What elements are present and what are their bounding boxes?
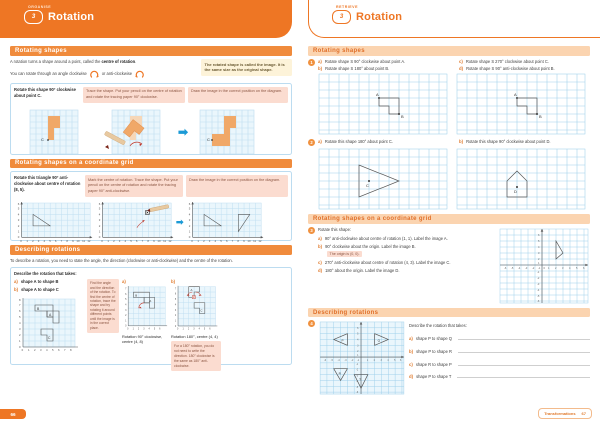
svg-text:8: 8 (66, 238, 68, 243)
svg-text:6: 6 (583, 266, 585, 270)
section-describing-rotations-right (308, 308, 590, 318)
q4d-label: d) (409, 374, 414, 380)
right-page (300, 0, 600, 425)
item-a-text: shape A to shape B (20, 278, 59, 284)
footer-chapter-pill (538, 408, 592, 419)
svg-text:7: 7 (19, 302, 21, 307)
svg-text:1: 1 (548, 266, 550, 270)
svg-text:1: 1 (357, 355, 359, 358)
svg-text:11: 11 (163, 238, 167, 243)
page-title-right: Rotation (356, 11, 403, 23)
svg-text:8: 8 (70, 347, 72, 352)
intro-line-3: or anti-clockwise (101, 71, 133, 77)
answer-b-label: b) (171, 278, 176, 284)
q4a-label: a) (409, 336, 413, 342)
svg-text:0: 0 (20, 238, 22, 243)
svg-text:4: 4 (148, 328, 150, 331)
svg-text:1: 1 (366, 360, 369, 363)
section-describing-rotations (10, 245, 292, 255)
svg-text:5: 5 (125, 298, 127, 301)
svg-text:2: 2 (538, 257, 540, 261)
svg-text:5: 5 (174, 298, 177, 301)
q3-coordinate-grid (498, 227, 590, 305)
svg-text:0: 0 (127, 328, 129, 331)
svg-text:B: B (135, 293, 138, 298)
q3a-text: 90° anti-clockwise about centre of rotation (1, 1). Label the image A. (324, 235, 448, 241)
svg-text:B: B (37, 306, 40, 311)
svg-text:4: 4 (214, 238, 216, 243)
q2a-label: a) (318, 139, 322, 145)
section-coordinate-grid (10, 159, 292, 169)
svg-text:2: 2 (174, 314, 177, 317)
svg-text:4: 4 (198, 328, 200, 331)
svg-text:5: 5 (538, 239, 540, 243)
q1d-label: d) (459, 65, 464, 71)
svg-text:12: 12 (87, 238, 91, 243)
q4d-text: shape P to shape T (416, 374, 452, 380)
q4-coordinate-grid (318, 320, 406, 396)
svg-text:-1: -1 (538, 266, 541, 270)
svg-text:10: 10 (76, 238, 80, 243)
svg-text:9: 9 (242, 238, 245, 243)
svg-text:-2: -2 (532, 266, 535, 270)
step-3-caption: Draw the image in the correct position on the diagram. (188, 87, 288, 103)
svg-text:B: B (539, 114, 542, 120)
svg-text:2: 2 (137, 328, 140, 331)
svg-text:3: 3 (380, 360, 382, 363)
svg-text:5: 5 (394, 360, 396, 363)
svg-text:0: 0 (17, 234, 20, 239)
svg-text:1: 1 (17, 229, 20, 234)
svg-text:5: 5 (98, 206, 101, 211)
q1-grid-left (318, 73, 448, 135)
svg-text:8: 8 (236, 238, 239, 243)
describing-intro: To describe a rotation, you need to state the angle, the direction (clockwise or anti-clockwise) and the centre of the rotation. (10, 257, 233, 263)
q4-prompt: Describe the rotation that takes: (409, 323, 467, 329)
svg-text:3: 3 (19, 326, 21, 331)
svg-text:1: 1 (538, 261, 540, 265)
svg-text:2: 2 (98, 223, 101, 228)
callout-image-definition (201, 59, 292, 77)
svg-text:0: 0 (176, 328, 179, 331)
svg-text:4: 4 (125, 304, 127, 307)
svg-text:-1: -1 (537, 270, 540, 274)
svg-text:3: 3 (125, 309, 127, 312)
svg-text:-2: -2 (537, 276, 540, 280)
q4d-answer-line[interactable] (457, 371, 590, 378)
page-title: Rotation (48, 11, 95, 23)
callout-text: The rotated shape is called the image. It is the same size as the original shape. (204, 61, 285, 73)
steps-panel-3 (10, 267, 292, 368)
step-2-caption: Trace the shape. Put your pencil on the centre of rotation and rotate the tracing paper 90° clockwise. (83, 87, 185, 103)
q4a-answer-line[interactable] (458, 333, 590, 340)
svg-text:1: 1 (196, 238, 199, 243)
svg-text:9: 9 (153, 238, 155, 243)
answer-a-diagram (122, 284, 168, 334)
svg-text:-2: -2 (351, 360, 354, 363)
q1a-label: a) (318, 58, 322, 64)
svg-text:5: 5 (203, 328, 206, 331)
svg-text:1: 1 (188, 229, 190, 234)
q3d-text: 180° about the origin. Label the image D. (325, 268, 400, 274)
step-2-diagram (96, 106, 176, 158)
svg-text:6: 6 (19, 308, 21, 313)
svg-text:2: 2 (17, 223, 20, 228)
q4b-text: shape P to shape R (416, 348, 452, 354)
section-heading-right-4: Describing rotations (313, 309, 379, 316)
section-heading-right-3: Rotating shapes on a coordinate grid (313, 216, 432, 223)
svg-text:1: 1 (125, 320, 127, 323)
step-3-diagram (190, 106, 270, 158)
intro-line-1 (10, 59, 197, 65)
svg-text:7: 7 (64, 347, 66, 352)
q2-grid-right (456, 148, 586, 210)
svg-text:-5: -5 (511, 266, 514, 270)
svg-text:6: 6 (17, 201, 20, 206)
question-number-2: 2 (308, 139, 315, 146)
svg-text:5: 5 (153, 328, 156, 331)
svg-text:1: 1 (19, 338, 21, 343)
left-page-header (10, 0, 292, 46)
svg-text:A: A (190, 287, 193, 292)
svg-text:6: 6 (159, 328, 161, 331)
coordinate-diagram-1 (14, 199, 94, 247)
svg-text:-3: -3 (525, 266, 528, 270)
svg-text:-2: -2 (356, 370, 359, 373)
unit-badge-right: 3 (332, 10, 351, 24)
svg-text:Q: Q (377, 338, 381, 343)
q1c-label: c) (459, 58, 463, 64)
svg-text:7: 7 (231, 238, 233, 243)
svg-text:8: 8 (19, 297, 21, 302)
coordinate-diagram-2 (95, 199, 175, 247)
q1-grid-right (456, 73, 586, 135)
origin-hint: The origin is (0, 0). (327, 251, 362, 257)
svg-text:11: 11 (252, 238, 256, 243)
q3a-label: a) (318, 235, 322, 241)
svg-text:-5: -5 (356, 387, 359, 390)
q3b-text: 90° clockwise about the origin. Label the image B. (325, 244, 416, 250)
svg-text:6: 6 (225, 238, 228, 243)
svg-text:3: 3 (17, 217, 20, 222)
q4b-answer-line[interactable] (458, 346, 590, 353)
svg-text:-1: -1 (357, 360, 360, 363)
q3d-label: d) (318, 268, 323, 274)
svg-text:8: 8 (147, 238, 149, 243)
svg-text:1: 1 (174, 320, 177, 323)
svg-text:P: P (341, 338, 344, 343)
svg-text:C: C (200, 308, 203, 313)
svg-text:4: 4 (43, 238, 46, 243)
svg-text:1: 1 (182, 328, 184, 331)
svg-text:3: 3 (143, 328, 145, 331)
svg-text:3: 3 (562, 266, 564, 270)
q1b-text: Rotate shape S 180° about point B. (325, 65, 390, 71)
svg-text:2: 2 (555, 266, 557, 270)
svg-text:-3: -3 (537, 282, 540, 286)
svg-text:0: 0 (98, 234, 101, 239)
question-number-4: 4 (308, 320, 315, 327)
svg-text:1: 1 (28, 347, 30, 352)
svg-text:2: 2 (188, 223, 190, 228)
svg-text:7: 7 (60, 238, 63, 243)
tip-box: Find the angle and the direction of the rotation. To find the centre of rotation, trace the shape and try rotating it around different points until the image is in the correct place. (87, 279, 119, 333)
svg-text:5: 5 (357, 334, 359, 337)
svg-text:-4: -4 (337, 360, 340, 363)
svg-text:4: 4 (387, 360, 389, 363)
svg-text:R: R (338, 372, 341, 377)
svg-text:3: 3 (40, 347, 42, 352)
page-number-left: 66 (0, 409, 26, 419)
svg-text:-4: -4 (356, 381, 359, 384)
right-page-header (308, 0, 590, 46)
intro-bold: centre of rotation (101, 58, 136, 64)
item-b-label: b) (14, 286, 19, 292)
svg-text:1: 1 (132, 328, 134, 331)
svg-text:0: 0 (174, 325, 177, 328)
svg-text:0: 0 (125, 325, 127, 328)
section-coordinate-grid-right (308, 214, 590, 224)
svg-text:7: 7 (174, 288, 177, 291)
grid-step-3-caption: Draw the image in the correct position on the diagram. (186, 175, 288, 197)
svg-text:5: 5 (576, 266, 578, 270)
svg-text:3: 3 (193, 328, 195, 331)
q4b-label: b) (409, 348, 414, 354)
svg-text:4: 4 (569, 266, 571, 270)
header-kicker-right: RETRIEVE (336, 5, 358, 9)
q2a-text: Rotate this shape 180° about point C. (324, 139, 393, 145)
svg-text:4: 4 (17, 212, 20, 217)
svg-text:A: A (149, 298, 152, 303)
q1c-text: Rotate shape S 270° clockwise about point C. (465, 58, 549, 64)
svg-text:2: 2 (34, 347, 36, 352)
svg-text:5: 5 (219, 238, 222, 243)
point-c-label: C (41, 136, 44, 142)
section-heading: Rotating shapes (15, 47, 67, 54)
unit-badge: 3 (24, 10, 43, 24)
q3c-label: c) (318, 259, 322, 265)
svg-text:6: 6 (188, 201, 190, 206)
step-1-diagram (14, 106, 94, 158)
item-a-label: a) (14, 278, 18, 284)
describe-prompt: Describe the rotation that takes: (14, 270, 77, 276)
q4c-answer-line[interactable] (458, 359, 590, 366)
svg-text:0: 0 (190, 238, 193, 243)
svg-text:6: 6 (174, 293, 177, 296)
svg-text:11: 11 (82, 238, 86, 243)
svg-text:-4: -4 (537, 288, 540, 292)
svg-text:0: 0 (19, 344, 21, 349)
q3b-label: b) (318, 244, 323, 250)
svg-text:-6: -6 (324, 360, 327, 363)
svg-text:4: 4 (46, 347, 48, 352)
svg-text:5: 5 (17, 206, 20, 211)
svg-text:6: 6 (125, 293, 127, 296)
svg-text:6: 6 (400, 360, 402, 363)
svg-text:4: 4 (19, 320, 21, 325)
svg-text:3: 3 (357, 345, 359, 348)
q1a-text: Rotate shape S 90° clockwise about point A. (324, 58, 406, 64)
svg-text:5: 5 (52, 347, 54, 352)
describe-diagram-main (14, 296, 84, 356)
q3-prompt: Rotate this shape: (318, 226, 351, 232)
svg-text:6: 6 (357, 328, 359, 331)
svg-text:1: 1 (107, 238, 109, 243)
q2b-text: Rotate this shape 90° clockwise about point D. (466, 139, 551, 145)
svg-text:4: 4 (188, 212, 190, 217)
svg-text:6: 6 (58, 347, 60, 352)
note-180-box: For a 180° rotation, you do not need to write the direction. 180° clockwise is the same as 180° anti-clockwise. (171, 341, 221, 371)
svg-text:5: 5 (19, 314, 21, 319)
point-b-label: B (401, 114, 404, 120)
svg-text:7: 7 (125, 288, 127, 291)
svg-text:-6: -6 (537, 299, 540, 303)
answer-b-text: Rotation 180°, centre (4, 4) (171, 333, 218, 339)
svg-text:3: 3 (538, 251, 540, 255)
svg-text:C: C (207, 136, 210, 142)
section-heading-3: Describing rotations (15, 246, 81, 253)
q1b-label: b) (318, 65, 323, 71)
steps-panel-1 (10, 83, 292, 155)
steps-panel-2 (10, 171, 292, 241)
arrow-right-icon: ➡ (178, 124, 189, 139)
svg-text:4: 4 (174, 304, 177, 307)
svg-text:2: 2 (187, 328, 190, 331)
svg-text:-5: -5 (330, 360, 333, 363)
intro-period: . (135, 58, 137, 64)
svg-text:5: 5 (130, 238, 132, 243)
svg-text:6: 6 (54, 238, 57, 243)
svg-text:4: 4 (124, 238, 127, 243)
svg-text:3: 3 (188, 217, 190, 222)
question-number-3: 3 (308, 227, 315, 234)
svg-text:0: 0 (188, 234, 190, 239)
svg-text:-6: -6 (504, 266, 507, 270)
svg-text:4: 4 (98, 212, 101, 217)
answer-a-label: a) (122, 278, 126, 284)
svg-text:A: A (514, 92, 517, 98)
svg-text:T: T (359, 377, 361, 382)
page-number-right: 67 (581, 411, 586, 416)
q4a-text: shape P to shape Q (415, 336, 452, 342)
svg-text:10: 10 (157, 238, 161, 243)
q3c-text: 270° anti-clockwise about centre of rotation (4, 3). Label the image C. (324, 259, 451, 265)
svg-text:2: 2 (373, 360, 375, 363)
section-rotating-shapes-right (308, 46, 590, 56)
section-rotating-shapes (10, 46, 292, 56)
svg-text:4: 4 (538, 245, 540, 249)
step-1-caption: Rotate this shape 90° clockwise about point C. (14, 86, 76, 98)
svg-text:2: 2 (19, 332, 21, 337)
arrow-right-icon-2: ➡ (176, 217, 184, 228)
section-heading-right-1: Rotating shapes (313, 47, 365, 54)
point-c-label-q2: C (366, 183, 369, 189)
svg-text:12: 12 (168, 238, 172, 243)
svg-text:0: 0 (543, 266, 545, 270)
header-kicker: ORGANISE (28, 5, 52, 9)
intro-text: A rotation turns a shape around a point, called the (10, 58, 102, 64)
svg-text:-3: -3 (356, 375, 359, 378)
section-heading-2: Rotating shapes on a coordinate grid (15, 160, 134, 167)
q2b-label: b) (459, 139, 464, 145)
svg-text:-5: -5 (537, 294, 540, 298)
svg-text:2: 2 (202, 238, 205, 243)
svg-text:3: 3 (208, 238, 210, 243)
svg-text:-4: -4 (518, 266, 521, 270)
q4c-label: c) (409, 361, 413, 367)
q4c-text: shape R to shape P (415, 361, 452, 367)
svg-text:3: 3 (118, 238, 121, 243)
svg-text:1: 1 (26, 238, 28, 243)
svg-text:2: 2 (125, 314, 127, 317)
svg-text:A: A (49, 312, 52, 317)
svg-text:10: 10 (246, 238, 251, 243)
svg-text:-6: -6 (356, 392, 359, 395)
clockwise-arrow-icon (89, 69, 100, 80)
footer-chapter-label: Transformations (544, 411, 576, 416)
intro-line-2: You can rotate through an angle clockwise (10, 71, 87, 77)
svg-text:6: 6 (135, 238, 138, 243)
q2-grid-left (318, 148, 448, 210)
svg-text:7: 7 (141, 238, 144, 243)
svg-text:1: 1 (98, 229, 101, 234)
svg-text:2: 2 (357, 351, 359, 354)
svg-text:-1: -1 (356, 364, 359, 367)
svg-text:0: 0 (21, 347, 24, 352)
point-d-label: D (514, 189, 517, 195)
grid-step-2-caption: Mark the centre of rotation. Trace the shape. Put your pencil on the centre of rotation and rotate the tracing paper 90° anti-clockwise. (85, 175, 183, 197)
q1d-text: Rotate shape S 90° anti-clockwise about point B. (466, 65, 555, 71)
svg-text:6: 6 (538, 233, 540, 237)
grid-step-1-caption: Rotate this triangle 90° anti-clockwise about centre of rotation (8, 5). (14, 175, 81, 192)
item-b-text: shape A to shape C (21, 286, 59, 292)
point-a-label: A (376, 92, 379, 98)
question-number-1: 1 (308, 59, 315, 66)
svg-text:3: 3 (37, 238, 40, 243)
anticlockwise-arrow-icon (134, 69, 145, 80)
svg-text:2: 2 (32, 238, 34, 243)
coordinate-diagram-3 (185, 199, 265, 247)
svg-text:9: 9 (72, 238, 74, 243)
svg-text:5: 5 (49, 238, 51, 243)
svg-text:4: 4 (357, 339, 359, 342)
svg-text:-3: -3 (344, 360, 347, 363)
answer-b-diagram (171, 284, 219, 334)
svg-text:0: 0 (101, 238, 103, 243)
svg-text:5: 5 (188, 206, 190, 211)
svg-text:6: 6 (98, 201, 101, 206)
svg-text:3: 3 (174, 309, 177, 312)
svg-text:12: 12 (257, 238, 262, 243)
svg-text:C: C (48, 335, 51, 340)
svg-text:2: 2 (113, 238, 115, 243)
svg-text:6: 6 (209, 328, 211, 331)
svg-text:3: 3 (98, 217, 101, 222)
answer-a-text: Rotation 90° clockwise, centre (4, 8) (122, 333, 163, 345)
